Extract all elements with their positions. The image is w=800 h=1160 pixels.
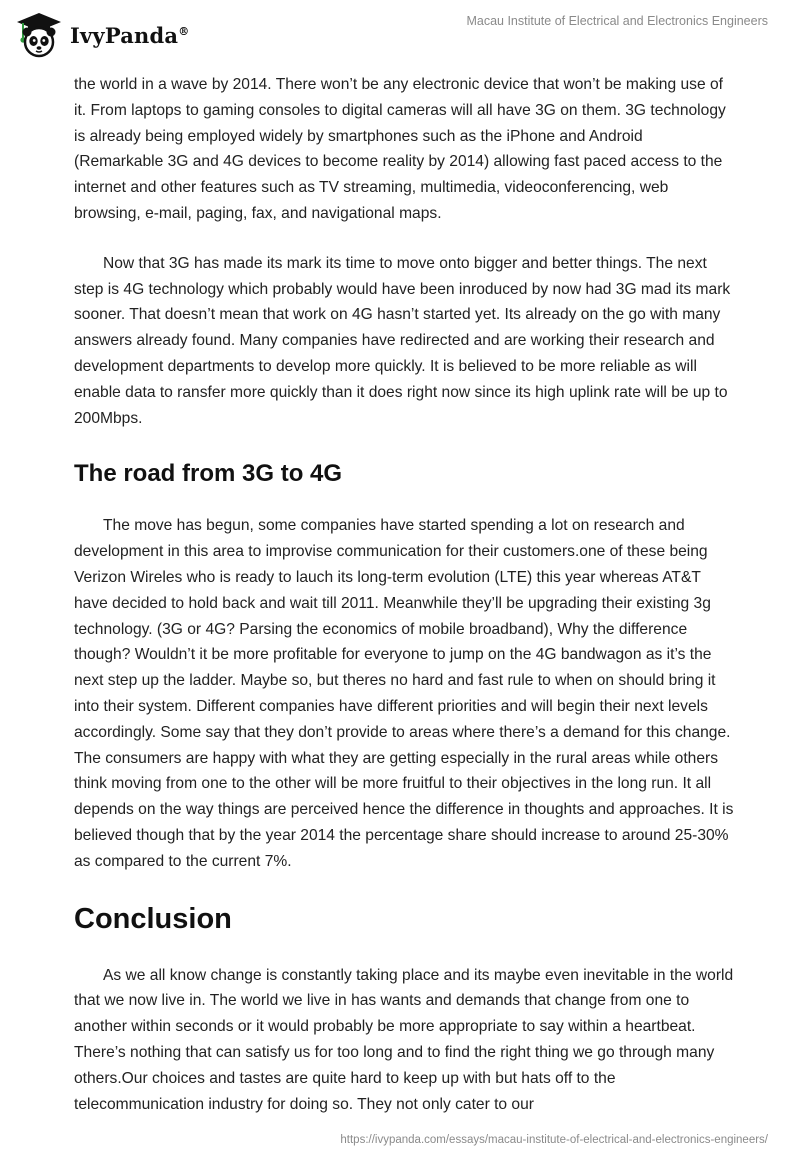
paragraph-conclusion: As we all know change is constantly taking place and its maybe even inevitable in the world that we now live in. The world we live in has wants and demands that change from one to another within seconds or it would probably be more appropriate to say within a heartbeat. There’s nothing that can satisfy us for too long and to find the right thing we go through many others.Our choices and tastes are quite hard to keep up with but hats off to the telecommunication industry for doing so. They not only cater to our [74,966,734,1113]
essay-content [74,72,734,1117]
paragraph-continuation: the world in a wave by 2014. There won’t be any electronic device that won’t be making use of it. From laptops to gaming consoles to digital cameras will all have 3G on them. 3G technology is already being employed widely by smartphones such as the iPhone and Android (Remarkable 3G and 4G devices to become reality by 2014) allowing fast paced access to the internet and other features such as TV streaming, multimedia, videoconferencing, web browsing, e-mail, paging, fax, and navigational maps. [74,76,726,222]
paragraph-4g-next-step: Now that 3G has made its mark its time to move onto bigger and better things. The next step is 4G technology which probably would have been inroduced by now had 3G mad its mark sooner. That doesn’t mean that work on 4G hasn’t started yet. Its already on the go with many answers already found. Many companies have redirected and are working their research and development departments to develop more quickly. It is believed to be more reliable as will enable data to ransfer more quickly than it does right now since its high uplink rate will be up to 200Mbps. [74,254,731,427]
panda-graduation-cap-icon [14,10,64,60]
logo-wordmark: IvyPanda® [70,22,190,48]
heading-conclusion: Conclusion [74,902,232,935]
document-title: Macau Institute of Electrical and Electronics Engineers [466,14,768,28]
source-url[interactable]: https://ivypanda.com/essays/macau-institute-of-electrical-and-electronics-engineers/ [340,1134,768,1146]
paragraph-move-begun: The move has begun, some companies have started spending a lot on research and development in this area to improvise communication for their customers.one of these being Verizon Wireles who is ready to lauch its long-term evolution (LTE) this year whereas AT&T have decided to hold back and wait till 2011. Meanwhile they’ll be upgrading their existing 3g technology. (3G or 4G? Parsing the economics of mobile broadband), Why the difference though? Wouldn’t it be more profitable for everyone to jump on the 4G bandwagon as it’s the next step up the ladder. Maybe so, but theres no hard and fast rule to when on should bring it into their system. Different companies have different priorities and will begin their next levels accordingly. Some say that they don’t provide to areas where there’s a demand for this change. The consumers are happy with what they are getting especially in the rural areas while others think moving from one to the other will be more fruitful to their objectives in the long run. It all depends on the way things are perceived hence the difference in thoughts and approaches. It is believed though that by the year 2014 the percentage share should increase to around 25-30% as compared to the current 7%. [74,517,734,870]
registered-mark: ® [178,24,190,38]
ivypanda-logo[interactable] [14,10,189,60]
page-header [0,0,800,70]
heading-road-3g-4g: The road from 3G to 4G [74,460,343,488]
